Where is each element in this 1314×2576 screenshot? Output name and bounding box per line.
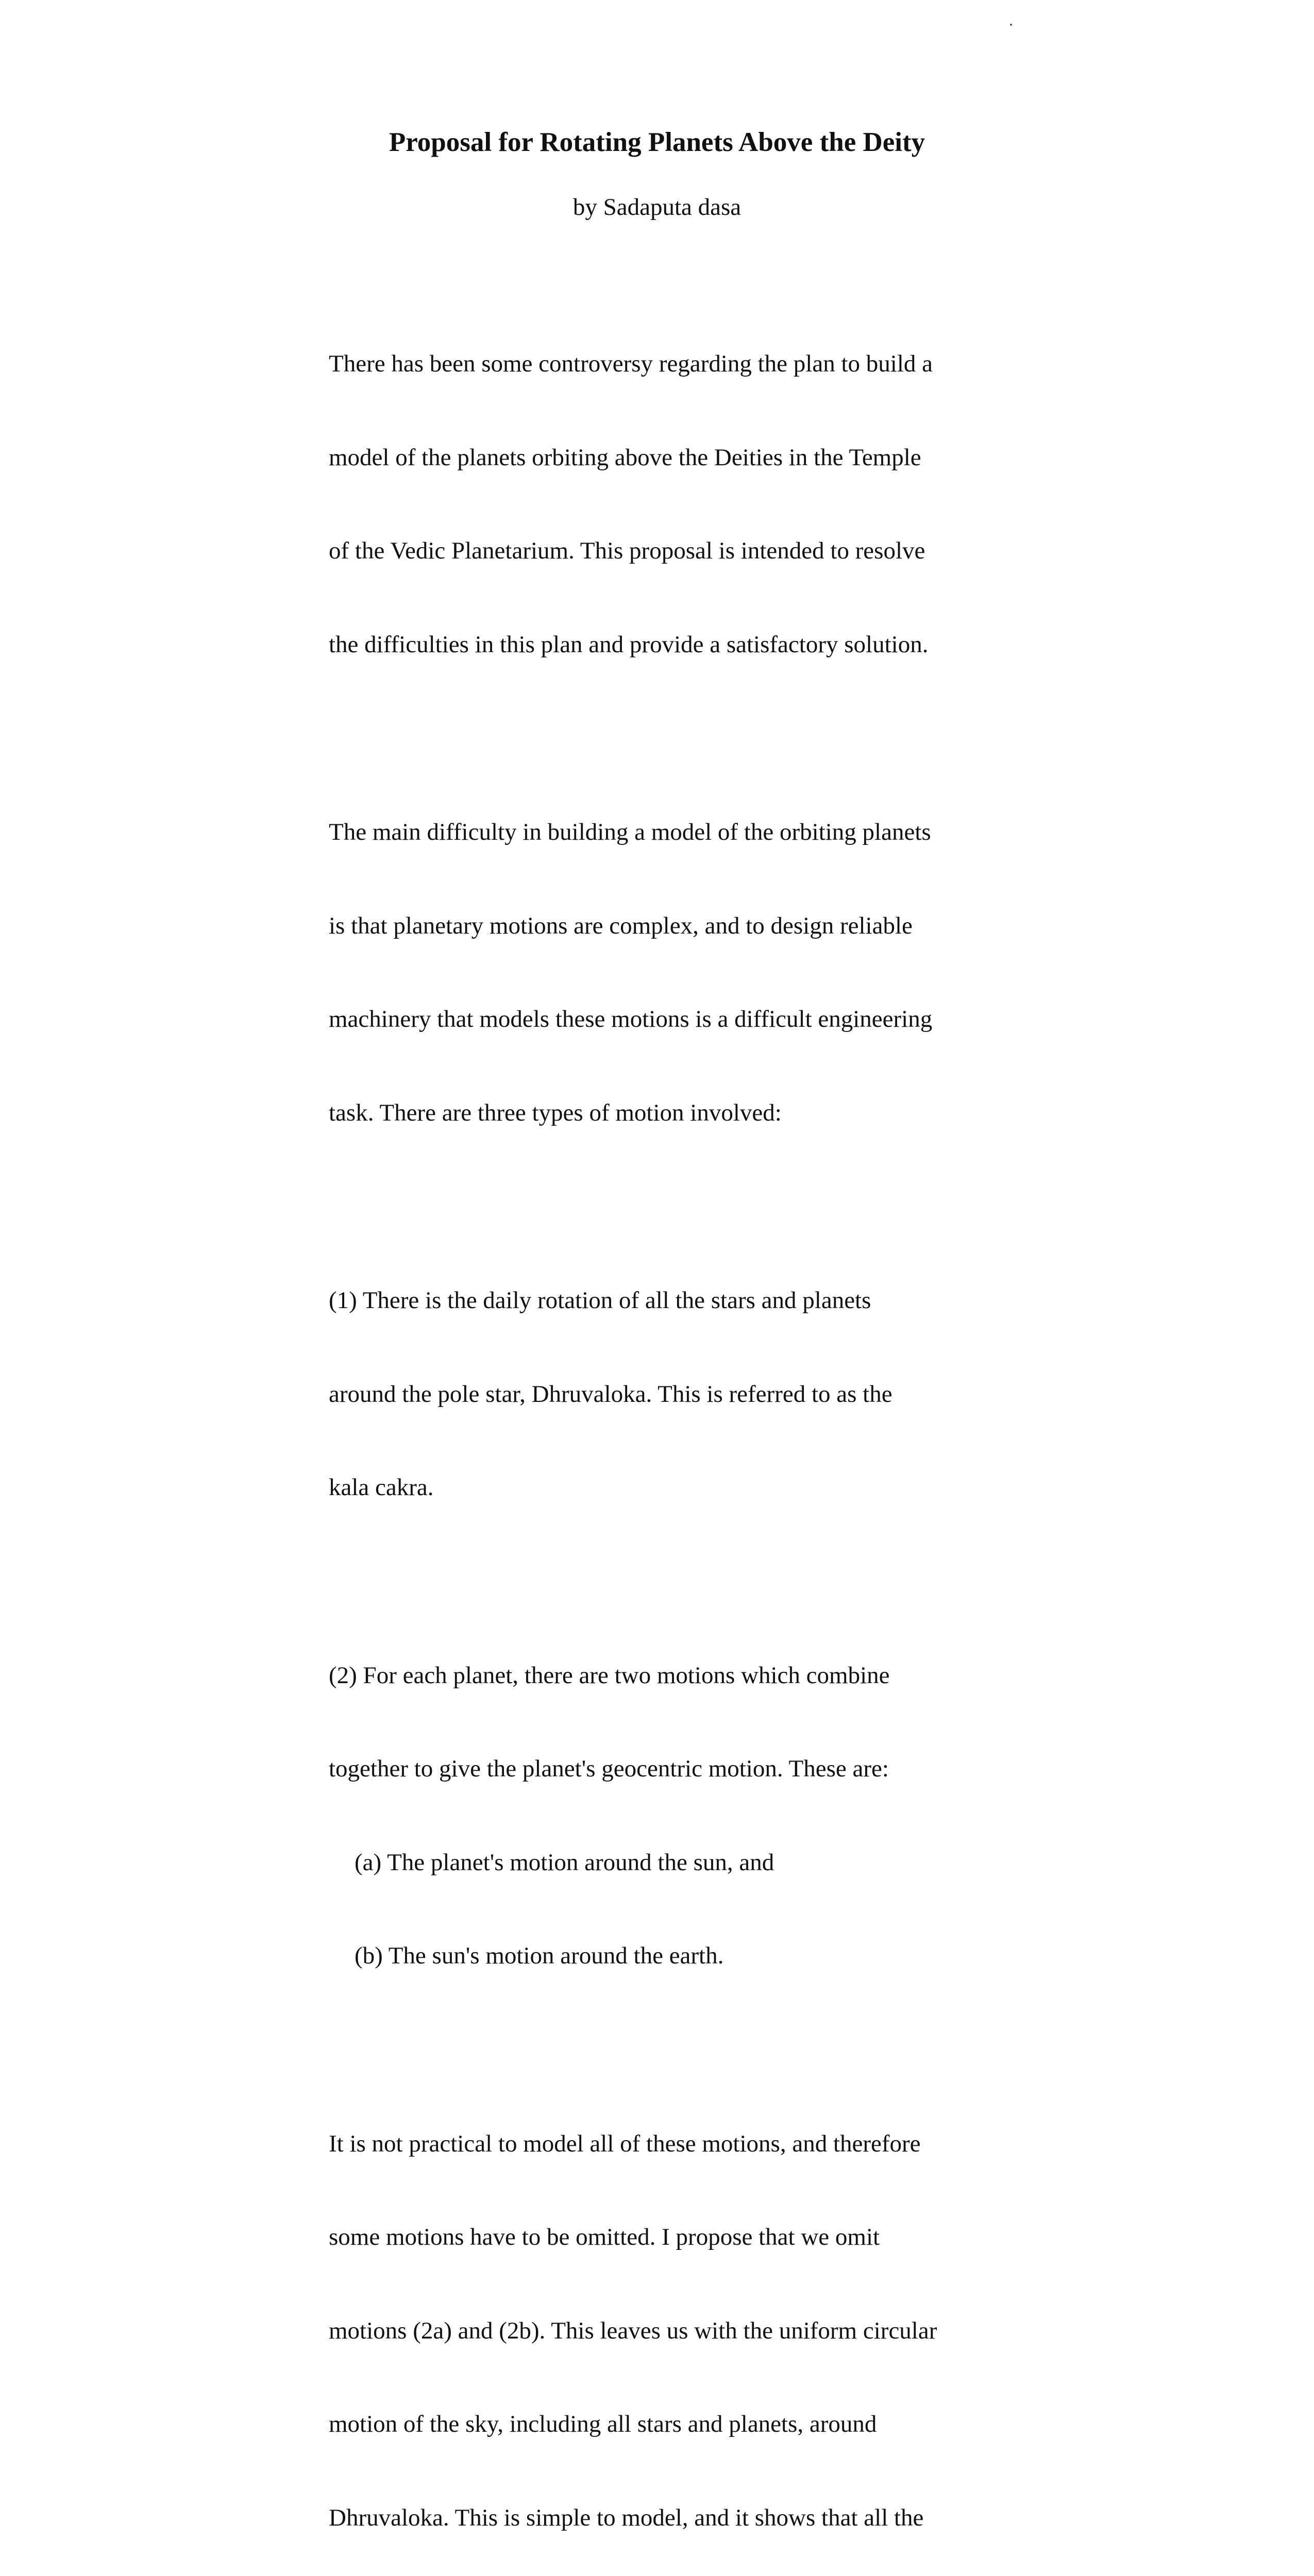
paragraph-3 (329, 1223, 1009, 1566)
paragraph-4 (329, 1598, 1009, 2034)
document-byline: by Sadaputa dasa (0, 192, 1314, 223)
text-line: around the pole star, Dhruvaloka. This is referred to as the (329, 1379, 1009, 1410)
text-line: the difficulties in this plan and provide a satisfactory solution. (329, 629, 1009, 660)
text-line: together to give the planet's geocentric motion. These are: (329, 1753, 1009, 1785)
text-line: (2) For each planet, there are two motions which combine (329, 1660, 1009, 1691)
list-item-a: (a) The planet's motion around the sun, and (329, 1847, 1009, 1878)
text-line: task. There are three types of motion involved: (329, 1097, 1009, 1129)
text-line: (1) There is the daily rotation of all the stars and planets (329, 1285, 1009, 1316)
paragraph-2 (329, 754, 1009, 1191)
text-line: It is not practical to model all of these motions, and therefore (329, 2128, 1009, 2160)
document-body (329, 286, 1009, 2576)
list-item-b: (b) The sun's motion around the earth. (329, 1940, 1009, 1972)
text-line: some motions have to be omitted. I propose that we omit (329, 2222, 1009, 2253)
text-line: of the Vedic Planetarium. This proposal is intended to resolve (329, 535, 1009, 567)
text-line: motion of the sky, including all stars and planets, around (329, 2409, 1009, 2440)
document-title: Proposal for Rotating Planets Above the Deity (0, 126, 1314, 159)
scan-speck (1010, 24, 1012, 26)
text-line: kala cakra. (329, 1472, 1009, 1503)
text-line: The main difficulty in building a model of the orbiting planets (329, 817, 1009, 848)
text-line: There has been some controversy regarding the plan to build a (329, 348, 1009, 380)
paragraph-5 (329, 2066, 1009, 2576)
text-line: is that planetary motions are complex, and to design reliable (329, 910, 1009, 942)
text-line: machinery that models these motions is a difficult engineering (329, 1004, 1009, 1035)
paragraph-1 (329, 286, 1009, 722)
text-line: model of the planets orbiting above the Deities in the Temple (329, 442, 1009, 473)
text-line: motions (2a) and (2b). This leaves us with the uniform circular (329, 2315, 1009, 2347)
text-line: Dhruvaloka. This is simple to model, and it shows that all the (329, 2502, 1009, 2534)
